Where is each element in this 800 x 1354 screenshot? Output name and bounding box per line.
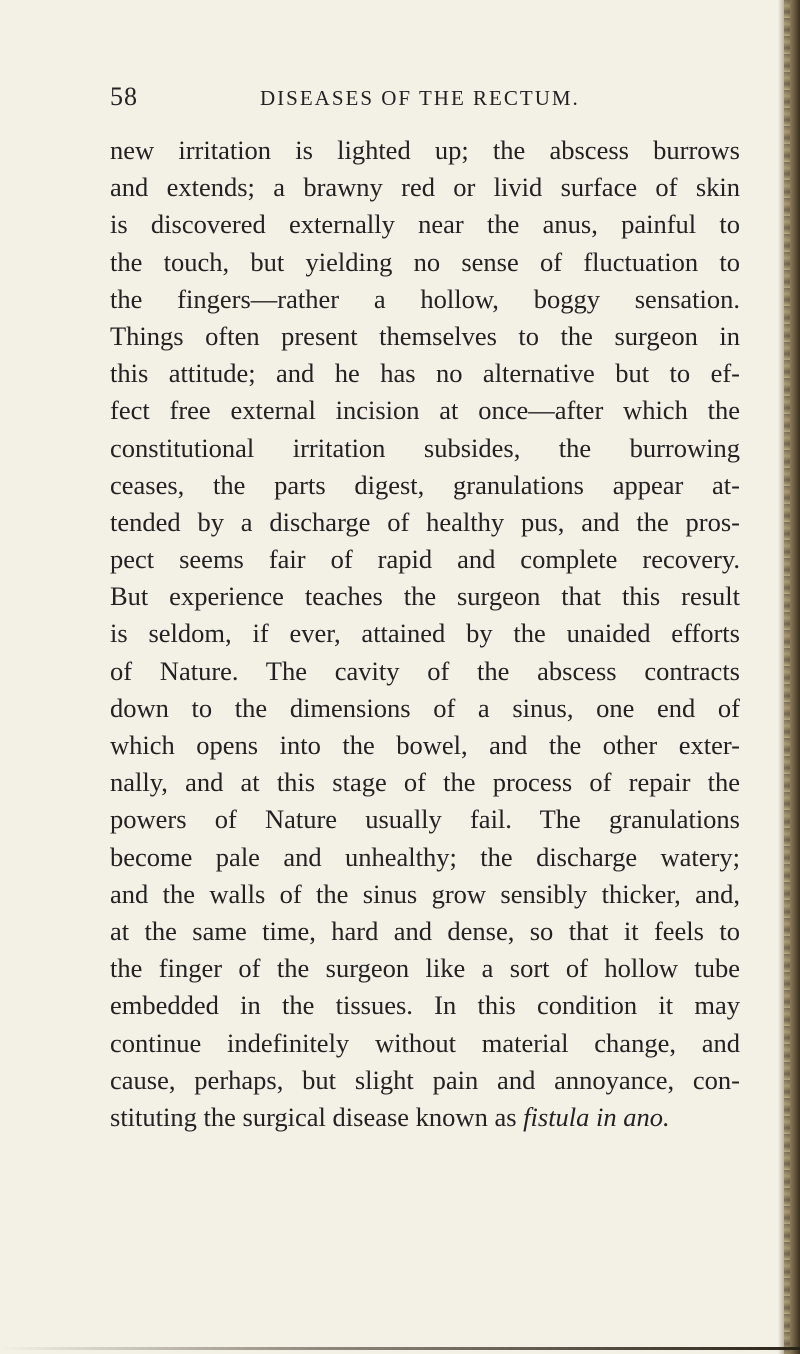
text-line: the finger of the surgeon like a sort of hollow tube [110,953,740,984]
text-line: and the walls of the sinus grow sensibly thicker, and, [110,878,740,909]
text-line: new irritation is lighted up; the abscess burrows [110,135,740,165]
text-line: Things often present themselves to the surgeon in [110,320,740,351]
page-edge-texture [784,0,790,1354]
text-line: embedded in the tissues. In this condition it may [110,990,740,1021]
text-line: fect free external incision at once—after which the [110,395,740,426]
text-line: down to the dimensions of a sinus, one end of [110,692,740,723]
text-line: cause, perhaps, but slight pain and annoyance, con- [110,1064,740,1095]
text-line-last-prefix: stituting the surgical disease known as [110,1101,524,1132]
text-line: nally, and at this stage of the process of repair the [110,767,740,798]
text-line: at the same time, hard and dense, so that it feels to [110,915,740,946]
text-line: But experience teaches the surgeon that this result [110,581,740,612]
text-line: powers of Nature usually fail. The granulations [110,804,740,835]
text-line: constitutional irritation subsides, the burrowing [110,432,740,463]
text-line-last [110,1099,740,1136]
italic-term: fistula in ano. [523,1101,670,1132]
text-line: this attitude; and he has no alternative but to ef- [110,358,740,389]
text-line: the fingers—rather a hollow, boggy sensation. [110,283,740,314]
text-line: become pale and unhealthy; the discharge watery; [110,841,740,872]
bottom-edge-line [0,1347,800,1350]
text-line: of Nature. The cavity of the abscess contracts [110,655,740,686]
text-line: tended by a discharge of healthy pus, and the pros- [110,506,740,537]
text-line: which opens into the bowel, and the other exter- [110,730,740,760]
text-line: ceases, the parts digest, granulations appear at- [110,469,740,500]
body-text [110,132,740,1136]
running-head: DISEASES OF THE RECTUM. [260,86,580,110]
text-line: is seldom, if ever, attained by the unaided efforts [110,618,740,649]
text-line: continue indefinitely without material change, and [110,1027,740,1058]
text-line: pect seems fair of rapid and complete recovery. [110,544,740,575]
text-line: and extends; a brawny red or livid surface of skin [110,172,740,203]
page-header [110,82,740,118]
text-line: is discovered externally near the anus, painful to [110,209,740,240]
page-number: 58 [110,82,138,111]
text-line: the touch, but yielding no sense of fluctuation to [110,246,740,277]
